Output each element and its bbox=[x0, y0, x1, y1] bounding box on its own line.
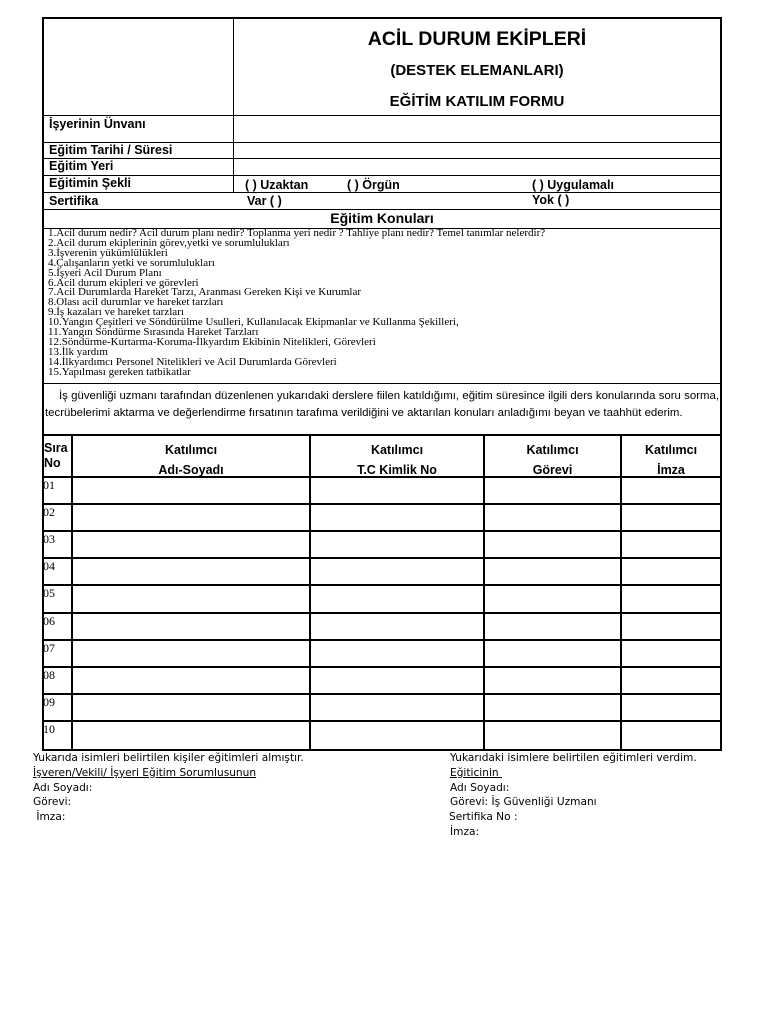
topic-item: 5.İşyeri Acil Durum Planı bbox=[48, 266, 162, 279]
topic-item: 6.Acil durum ekipleri ve görevleri bbox=[48, 276, 199, 289]
option-certificate-no[interactable]: Yok ( ) bbox=[532, 193, 570, 207]
col-header-no-line2: No bbox=[44, 456, 61, 470]
topic-item: 2.Acil durum ekiplerinin görev,yetki ve sorumlulukları bbox=[48, 236, 290, 249]
employer-title-label: İşyerinin Ünvanı bbox=[49, 117, 146, 131]
col-header-role-line1: Katılımcı bbox=[526, 443, 579, 457]
training-place-field[interactable] bbox=[235, 159, 719, 175]
topic-item: 8.Olası acil durumlar ve hareket tarzları bbox=[48, 296, 224, 309]
footer-left bbox=[33, 751, 413, 825]
col-header-sign-line1: Katılımcı bbox=[644, 443, 698, 457]
row-number: 05 bbox=[43, 586, 55, 600]
training-type-label: Eğitimin Şekli bbox=[49, 176, 131, 190]
row-number: 02 bbox=[43, 505, 55, 519]
footer-right-name: Adı Soyadı: bbox=[450, 781, 510, 794]
topic-item: 12.Söndürme-Kurtarma-Koruma-İlkyardım Ekibinin Nitelikleri, Görevleri bbox=[48, 335, 376, 348]
col-header-id-line2: T.C Kimlik No bbox=[357, 463, 437, 477]
col-header-name-line2: Adı-Soyadı bbox=[158, 463, 224, 477]
footer-right-certificate-no: Sertifika No : bbox=[449, 811, 518, 824]
row-number: 01 bbox=[43, 478, 55, 492]
topic-item: 10.Yangın Çeşitleri ve Söndürülme Usulleri, Kullanılacak Ekipmanlar ve Kullanma Şekilleri, bbox=[48, 316, 459, 329]
topic-item: 1.Acil durum nedir? Acil durum planı nedir? Toplanma yeri nedir ? Tahliye planı nedir? Temel tanımlar nelerdir? bbox=[48, 227, 546, 239]
option-formal[interactable]: ( ) Örgün bbox=[347, 178, 400, 192]
footer-left-responsible: İşveren/Vekili/ İşyeri Eğitim Sorumlusunun bbox=[33, 766, 257, 779]
form-subtitle: (DESTEK ELEMANLARI) bbox=[390, 62, 564, 79]
footer-right-signature: İmza: bbox=[450, 825, 480, 838]
topic-item: 7.Acil Durumlarda Hareket Tarzı, Aranması Gereken Kişi ve Kurumlar bbox=[48, 286, 362, 299]
row-number: 03 bbox=[43, 532, 55, 546]
training-date-field[interactable] bbox=[235, 143, 719, 158]
option-practical[interactable]: ( ) Uygulamalı bbox=[532, 178, 614, 192]
topic-item: 9.İş kazaları ve hareket tarzları bbox=[48, 306, 184, 319]
topic-item: 15.Yapılması gereken tatbikatlar bbox=[48, 365, 191, 378]
topic-item: 11.Yangın Söndürme Sırasında Hareket Tarzları bbox=[48, 326, 259, 339]
certificate-label: Sertifika bbox=[49, 194, 99, 208]
topic-item: 14.İlkyardımcı Personel Nitelikleri ve Acil Durumlarda Görevleri bbox=[48, 355, 337, 368]
topic-item: 4.Çalışanların yetki ve sorumlulukları bbox=[48, 256, 215, 269]
training-place-label: Eğitim Yeri bbox=[49, 159, 114, 173]
row-number: 09 bbox=[43, 695, 55, 709]
footer-right bbox=[450, 751, 750, 840]
row-number: 08 bbox=[43, 668, 55, 682]
form-title: ACİL DURUM EKİPLERİ bbox=[367, 28, 587, 50]
col-header-role bbox=[485, 440, 620, 480]
training-date-label: Eğitim Tarihi / Süresi bbox=[49, 143, 173, 157]
row-number: 06 bbox=[43, 614, 55, 628]
col-header-role-line2: Görevi bbox=[532, 463, 573, 477]
col-header-id bbox=[311, 440, 483, 480]
topics-list bbox=[48, 229, 718, 378]
footer-left-role: Görevi: bbox=[33, 796, 72, 809]
row-number: 07 bbox=[43, 641, 55, 655]
footer-right-statement: Yukarıdaki isimlere belirtilen eğitimleri verdim. bbox=[450, 752, 697, 764]
col-header-sign bbox=[622, 440, 720, 480]
col-header-name bbox=[73, 440, 309, 480]
topics-header: Eğitim Konuları bbox=[330, 210, 434, 226]
col-header-name-line1: Katılımcı bbox=[164, 443, 218, 457]
employer-title-field[interactable] bbox=[235, 116, 719, 142]
topic-item: 13.İlk yardım bbox=[48, 345, 108, 358]
option-certificate-yes[interactable]: Var ( ) bbox=[247, 194, 282, 208]
col-header-no bbox=[44, 441, 68, 471]
col-header-no-line1: Sıra bbox=[44, 441, 68, 455]
topic-item: 3.İşverenin yükümlülükleri bbox=[48, 246, 168, 259]
footer-left-name: Adı Soyadı: bbox=[33, 781, 93, 794]
footer-right-role: Görevi: İş Güvenliği Uzmanı bbox=[450, 796, 597, 809]
option-remote[interactable]: ( ) Uzaktan bbox=[245, 178, 309, 192]
col-header-id-line1: Katılımcı bbox=[370, 443, 424, 457]
row-number: 04 bbox=[43, 559, 55, 573]
footer-left-signature: İmza: bbox=[33, 811, 66, 824]
footer-left-statement: Yukarıda isimleri belirtilen kişiler eğitimleri almıştır. bbox=[33, 752, 304, 764]
declaration-text: İş güvenliği uzmanı tarafından düzenlenen yukarıdaki derslere fiilen katıldığımı, eğitim süresince ilgili ders konularında soru sorma, tecrübelerimi aktarma ve değerlendirme fırsatının tarafıma verildiğini ve aktarılan konuları anladığımı beyan ve taahhüt ederim. bbox=[45, 390, 719, 419]
col-header-sign-line2: İmza bbox=[657, 463, 685, 477]
row-number: 10 bbox=[43, 722, 55, 736]
form-name: EĞİTİM KATILIM FORMU bbox=[389, 93, 565, 110]
footer-right-trainer: Eğiticinin bbox=[450, 766, 502, 779]
